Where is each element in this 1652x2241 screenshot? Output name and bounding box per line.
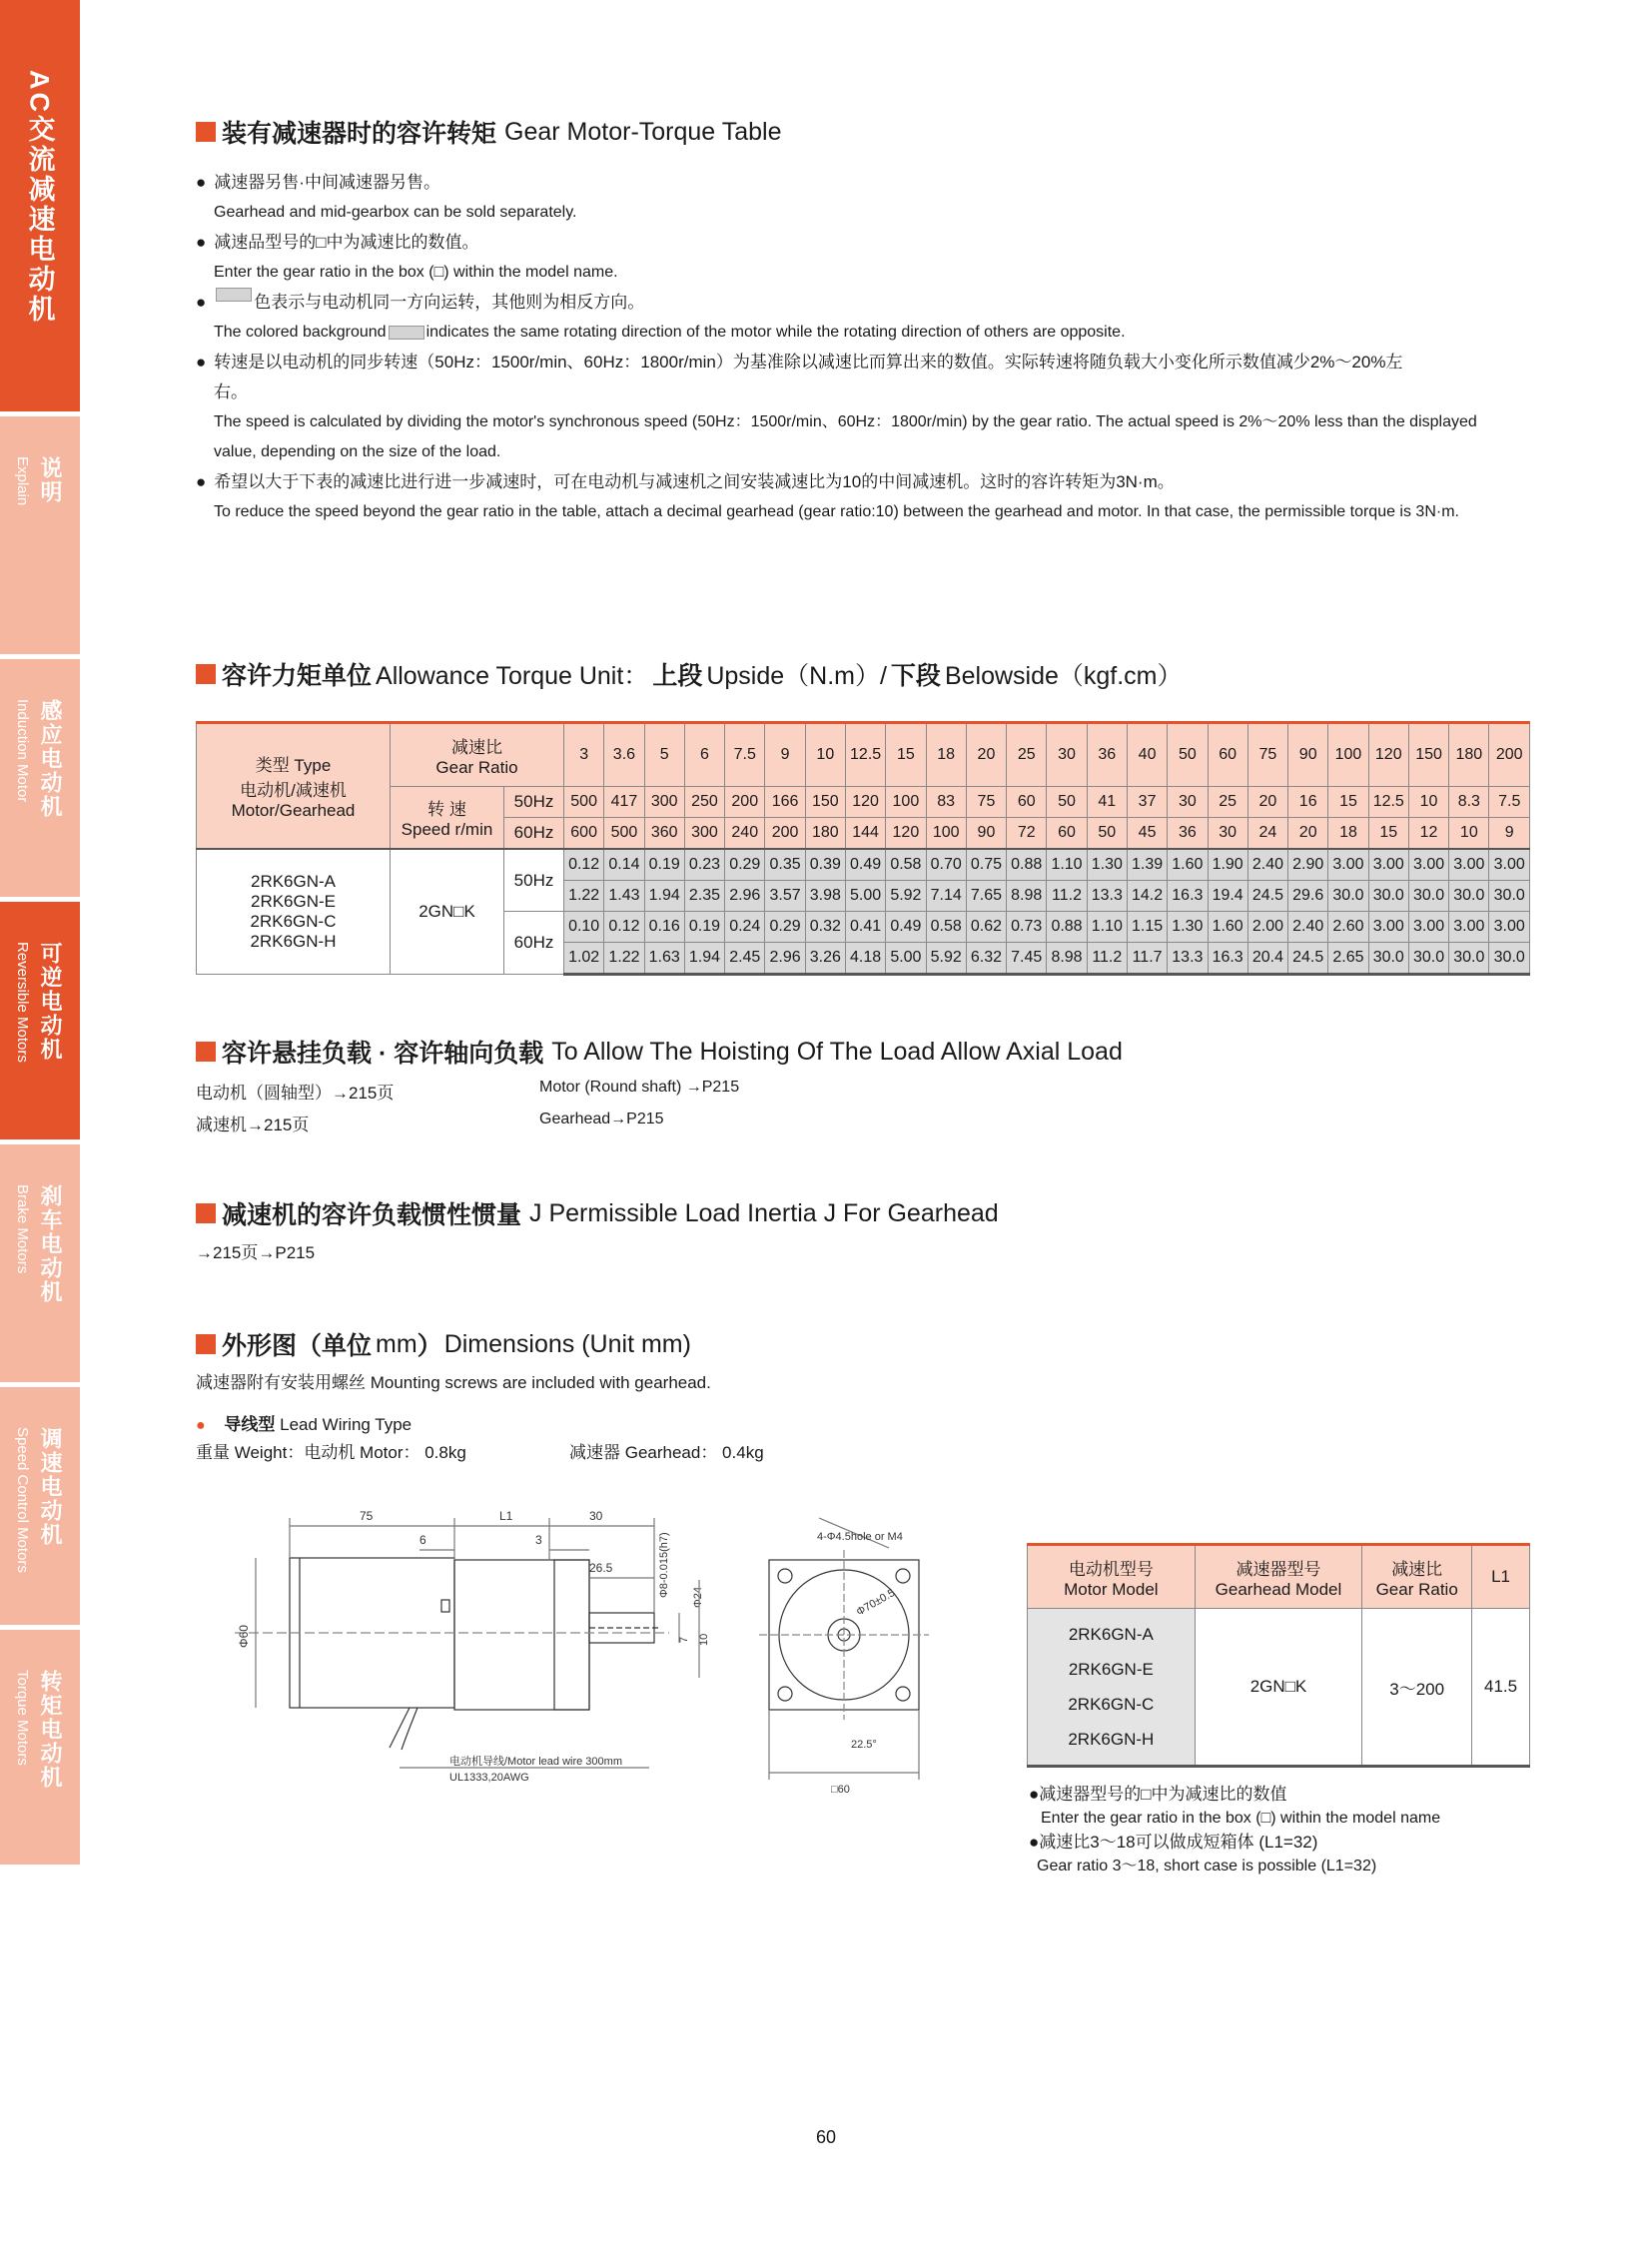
table-cell: 200	[765, 818, 805, 850]
dim-l1-value: 41.5	[1472, 1609, 1530, 1767]
table-cell: 5.00	[886, 943, 926, 975]
table-cell: 3.00	[1408, 849, 1448, 881]
table-cell: 30	[1047, 723, 1087, 787]
type-header: 类型 Type 电动机/减速机 Motor/Gearhead	[197, 723, 391, 850]
table-cell: 0.75	[966, 849, 1006, 881]
table-cell: 600	[564, 818, 604, 850]
table-cell: 0.88	[1007, 849, 1047, 881]
table-cell: 10	[805, 723, 845, 787]
table-cell: 100	[926, 818, 966, 850]
table-cell: 0.32	[805, 912, 845, 943]
section-heading-load-inertia: 减速机的容许负载惯性惯量 J Permissible Load Inertia J For Gearhead	[196, 1195, 999, 1231]
table-cell: 1.60	[1168, 849, 1208, 881]
table-cell: 2.45	[725, 943, 765, 975]
ul-label: UL1333,20AWG	[449, 1772, 529, 1784]
table-cell: 2.96	[765, 943, 805, 975]
table-cell: 200	[725, 787, 765, 818]
table-cell: 1.30	[1087, 849, 1127, 881]
table-cell: 1.10	[1047, 849, 1087, 881]
table-cell: 0.49	[845, 849, 885, 881]
table-cell: 3.00	[1328, 849, 1368, 881]
table-cell: 166	[765, 787, 805, 818]
dim-model-list: 2RK6GN-A 2RK6GN-E 2RK6GN-C 2RK6GN-H	[1028, 1609, 1196, 1767]
table-cell: 3.00	[1489, 849, 1530, 881]
table-cell: 3.00	[1489, 912, 1530, 943]
color-swatch	[216, 288, 252, 302]
heading-marker	[196, 122, 216, 142]
table-cell: 300	[684, 818, 724, 850]
table-cell: 2.90	[1288, 849, 1328, 881]
table-cell: 16	[1288, 787, 1328, 818]
freq-60hz: 60Hz	[504, 912, 564, 975]
table-cell: 3	[564, 723, 604, 787]
table-cell: 24.5	[1288, 943, 1328, 975]
note-item: ● 色表示与电动机同一方向运转，其他则为相反方向。	[196, 288, 1534, 318]
table-cell: 0.58	[926, 912, 966, 943]
dim-gearhead: 2GN□K	[1195, 1609, 1362, 1767]
table-cell: 37	[1127, 787, 1167, 818]
table-cell: 30.0	[1489, 881, 1530, 912]
table-cell: 41	[1087, 787, 1127, 818]
table-cell: 3.98	[805, 881, 845, 912]
table-cell: 90	[966, 818, 1006, 850]
table-cell: 3.00	[1368, 849, 1408, 881]
model-list: 2RK6GN-A 2RK6GN-E 2RK6GN-C 2RK6GN-H	[197, 849, 391, 975]
dim-3: 3	[535, 1533, 542, 1547]
table-cell: 18	[1328, 818, 1368, 850]
table-cell: 2.65	[1328, 943, 1368, 975]
table-cell: 15	[1368, 818, 1408, 850]
table-cell: 2.00	[1247, 912, 1287, 943]
table-cell: 3.26	[805, 943, 845, 975]
heading-marker	[196, 664, 216, 684]
table-cell: 24	[1247, 818, 1287, 850]
table-cell: 40	[1127, 723, 1167, 787]
dim-sq60: □60	[831, 1784, 850, 1796]
table-cell: 5.92	[926, 943, 966, 975]
table-cell: 180	[1449, 723, 1489, 787]
dim-ratio: 3～200	[1362, 1609, 1472, 1767]
table-cell: 60	[1047, 818, 1087, 850]
table-cell: 250	[684, 787, 724, 818]
table-cell: 0.24	[725, 912, 765, 943]
table-cell: 11.7	[1127, 943, 1167, 975]
mount-hole-icon	[896, 1687, 910, 1701]
table-cell: 29.6	[1288, 881, 1328, 912]
table-cell: 19.4	[1208, 881, 1247, 912]
table-cell: 2.96	[725, 881, 765, 912]
table-cell: 30	[1168, 787, 1208, 818]
note-item: ● 希望以大于下表的减速比进行进一步减速时，可在电动机与减速机之间安装减速比为10的中间减速机。这时的容许转矩为3N·m。	[196, 472, 1175, 491]
table-cell: 72	[1007, 818, 1047, 850]
sidebar-tab-explain[interactable]: 说明 Explain	[0, 416, 80, 654]
freq-50hz: 50Hz	[504, 787, 564, 818]
page-number: 60	[816, 2127, 837, 2147]
table-cell: 0.12	[564, 849, 604, 881]
table-cell: 83	[926, 787, 966, 818]
dim-notes: ●减速器型号的□中为减速比的数值 Enter the gear ratio in the box (□) within the model name ●减速比3～18可以做成短箱体 (L1=32) Gear ratio 3～18, short case is possible (L1=32)	[1029, 1785, 1441, 1874]
sidebar	[0, 0, 80, 1865]
table-cell: 12.5	[845, 723, 885, 787]
dim-phi70: Φ70±0.5	[854, 1587, 898, 1619]
table-cell: 36	[1087, 723, 1127, 787]
table-cell: 16.3	[1168, 881, 1208, 912]
table-cell: 1.02	[564, 943, 604, 975]
gearhead-flange	[554, 1560, 589, 1710]
connector	[441, 1600, 449, 1612]
table-cell: 75	[966, 787, 1006, 818]
table-cell: 7.5	[725, 723, 765, 787]
table-cell: 20	[966, 723, 1006, 787]
table-cell: 30	[1208, 818, 1247, 850]
table-cell: 3.00	[1449, 849, 1489, 881]
table-cell: 3.00	[1408, 912, 1448, 943]
table-cell: 0.62	[966, 912, 1006, 943]
table-cell: 120	[1368, 723, 1408, 787]
table-cell: 1.94	[644, 881, 684, 912]
table-cell: 0.29	[725, 849, 765, 881]
table-cell: 1.22	[604, 943, 644, 975]
table-cell: 1.63	[644, 943, 684, 975]
dimension-table	[1027, 1543, 1530, 1768]
table-cell: 0.10	[564, 912, 604, 943]
note-item: ● 减速品型号的□中为减速比的数值。	[196, 233, 479, 252]
table-cell: 7.65	[966, 881, 1006, 912]
table-cell: 0.29	[765, 912, 805, 943]
table-cell: 2.60	[1328, 912, 1368, 943]
table-cell: 45	[1127, 818, 1167, 850]
table-cell: 20	[1288, 818, 1328, 850]
table-cell: 25	[1208, 787, 1247, 818]
table-cell: 0.16	[644, 912, 684, 943]
table-cell: 0.19	[684, 912, 724, 943]
table-cell: 500	[604, 818, 644, 850]
table-cell: 500	[564, 787, 604, 818]
sidebar-tab-ac-motors[interactable]: AC交流减速电动机	[0, 0, 80, 411]
table-cell: 1.39	[1127, 849, 1167, 881]
header-gear-ratio: 减速比 Gear Ratio	[1362, 1545, 1472, 1609]
table-cell: 8.98	[1047, 943, 1087, 975]
table-cell: 1.10	[1087, 912, 1127, 943]
table-cell: 60	[1208, 723, 1247, 787]
table-cell: 4.18	[845, 943, 885, 975]
dim-10: 10	[698, 1633, 710, 1646]
section-heading-hoisting-load: 容许悬挂负载 · 容许轴向负载 To Allow The Hoisting Of The Load Allow Axial Load	[196, 1034, 1123, 1070]
table-cell: 0.88	[1047, 912, 1087, 943]
table-cell: 120	[886, 818, 926, 850]
table-cell: 0.58	[886, 849, 926, 881]
table-cell: 9	[765, 723, 805, 787]
mount-hole-icon	[778, 1687, 792, 1701]
header-gearhead-model: 减速器型号 Gearhead Model	[1195, 1545, 1362, 1609]
table-cell: 30.0	[1489, 943, 1530, 975]
dim-22-5: 22.5°	[851, 1739, 877, 1751]
speed-header: 转 速 Speed r/min	[391, 787, 504, 850]
freq-50hz: 50Hz	[504, 849, 564, 912]
table-cell: 120	[845, 787, 885, 818]
table-cell: 3.00	[1449, 912, 1489, 943]
table-cell: 360	[644, 818, 684, 850]
table-cell: 90	[1288, 723, 1328, 787]
heading-marker	[196, 1334, 216, 1354]
sidebar-tab-torque-motors[interactable]: 转矩电动机 Torque Motors	[0, 1630, 80, 1865]
table-cell: 1.22	[564, 881, 604, 912]
table-cell: 1.30	[1168, 912, 1208, 943]
heading-marker	[196, 1042, 216, 1062]
color-swatch	[389, 326, 424, 340]
table-cell: 0.12	[604, 912, 644, 943]
dim-l1: L1	[499, 1509, 513, 1523]
mount-hole-icon	[778, 1569, 792, 1583]
table-cell: 0.41	[845, 912, 885, 943]
heading-marker	[196, 1203, 216, 1223]
mount-hole-icon	[896, 1569, 910, 1583]
table-cell: 12	[1408, 818, 1448, 850]
table-cell: 50	[1047, 787, 1087, 818]
table-cell: 417	[604, 787, 644, 818]
table-cell: 5	[644, 723, 684, 787]
table-cell: 14.2	[1127, 881, 1167, 912]
lead-wire	[390, 1708, 417, 1750]
table-cell: 5.92	[886, 881, 926, 912]
table-cell: 180	[805, 818, 845, 850]
table-cell: 36	[1168, 818, 1208, 850]
sidebar-tab-reversible-motors[interactable]: 可逆电动机 Reversible Motors	[0, 902, 80, 1139]
table-cell: 20	[1247, 787, 1287, 818]
header-l1: L1	[1472, 1545, 1530, 1609]
table-cell: 50	[1087, 818, 1127, 850]
table-cell: 10	[1449, 818, 1489, 850]
table-cell: 0.14	[604, 849, 644, 881]
table-cell: 15	[1328, 787, 1368, 818]
table-cell: 150	[1408, 723, 1448, 787]
dimension-drawing	[220, 1488, 979, 1828]
table-cell: 30.0	[1328, 881, 1368, 912]
table-cell: 144	[845, 818, 885, 850]
table-cell: 15	[886, 723, 926, 787]
section-heading-torque-table: 装有减速器时的容许转矩 Gear Motor-Torque Table	[196, 114, 781, 150]
table-cell: 7.5	[1489, 787, 1530, 818]
table-cell: 200	[1489, 723, 1530, 787]
table-cell: 10	[1408, 787, 1448, 818]
header-motor-model: 电动机型号 Motor Model	[1028, 1545, 1196, 1609]
dim-phi8: Φ8-0.015(h7)	[658, 1532, 670, 1598]
table-cell: 2.40	[1288, 912, 1328, 943]
dim-7: 7	[678, 1636, 690, 1643]
table-cell: 13.3	[1087, 881, 1127, 912]
gear-ratio-header: 减速比 Gear Ratio	[391, 723, 564, 787]
dim-phi60: Φ60	[237, 1625, 251, 1648]
table-cell: 6	[684, 723, 724, 787]
table-cell: 11.2	[1087, 943, 1127, 975]
dim-phi24: Φ24	[692, 1586, 704, 1608]
table-cell: 7.45	[1007, 943, 1047, 975]
table-cell: 60	[1007, 787, 1047, 818]
table-cell: 8.98	[1007, 881, 1047, 912]
table-cell: 30.0	[1408, 943, 1448, 975]
sidebar-tab-induction-motor[interactable]: 感应电动机 Induction Motor	[0, 659, 80, 897]
table-cell: 13.3	[1168, 943, 1208, 975]
table-cell: 3.6	[604, 723, 644, 787]
table-cell: 5.00	[845, 881, 885, 912]
note-item: ● 减速器另售·中间减速器另售。	[196, 173, 440, 192]
table-cell: 30.0	[1408, 881, 1448, 912]
section-heading-allowance-torque: 容许力矩单位 Allowance Torque Unit： 上段 Upside（N.m）/ 下段 Belowside（kgf.cm）	[196, 656, 1183, 692]
table-cell: 240	[725, 818, 765, 850]
table-cell: 50	[1168, 723, 1208, 787]
table-cell: 20.4	[1247, 943, 1287, 975]
freq-60hz: 60Hz	[504, 818, 564, 850]
table-cell: 1.60	[1208, 912, 1247, 943]
table-cell: 18	[926, 723, 966, 787]
table-cell: 30.0	[1368, 943, 1408, 975]
table-cell: 7.14	[926, 881, 966, 912]
table-cell: 1.90	[1208, 849, 1247, 881]
table-cell: 8.3	[1449, 787, 1489, 818]
gearhead-model: 2GN□K	[391, 849, 504, 975]
dim-6: 6	[419, 1533, 426, 1547]
table-cell: 12.5	[1368, 787, 1408, 818]
table-cell: 0.39	[805, 849, 845, 881]
table-cell: 0.35	[765, 849, 805, 881]
table-cell: 3.00	[1368, 912, 1408, 943]
table-cell: 0.70	[926, 849, 966, 881]
table-cell: 6.32	[966, 943, 1006, 975]
table-cell: 2.40	[1247, 849, 1287, 881]
gearhead-body	[454, 1560, 589, 1710]
table-cell: 150	[805, 787, 845, 818]
table-cell: 11.2	[1047, 881, 1087, 912]
table-cell: 3.57	[765, 881, 805, 912]
lead-wiring-label: ● 导线型 Lead Wiring Type	[196, 1415, 413, 1434]
sidebar-tab-speed-control-motors[interactable]: 调速电动机 Speed Control Motors	[0, 1387, 80, 1625]
table-cell: 25	[1007, 723, 1047, 787]
lead-wire-label: 电动机导线/Motor lead wire 300mm	[449, 1756, 622, 1768]
table-cell: 30.0	[1449, 943, 1489, 975]
table-cell: 24.5	[1247, 881, 1287, 912]
section-heading-dimensions: 外形图（单位 mm ） Dimensions (Unit mm)	[196, 1326, 691, 1362]
table-cell: 0.23	[684, 849, 724, 881]
table-cell: 100	[1328, 723, 1368, 787]
note-item: ● 转速是以电动机的同步转速（50Hz：1500r/min、60Hz：1800r/min）为基准除以减速比而算出来的数值。实际转速将随负载大小变化所示数值减少2%～20%左	[196, 353, 1403, 372]
table-cell: 1.43	[604, 881, 644, 912]
table-cell: 1.94	[684, 943, 724, 975]
table-cell: 1.15	[1127, 912, 1167, 943]
table-cell: 100	[886, 787, 926, 818]
table-cell: 30.0	[1449, 881, 1489, 912]
table-cell: 0.73	[1007, 912, 1047, 943]
table-cell: 75	[1247, 723, 1287, 787]
notes-list: ● 减速器另售·中间减速器另售。 Gearhead and mid-gearbox can be sold separately. ● 减速品型号的□中为减速比的数值。 Enter the gear ratio in the box (□) within the model name. ● 色表示与电动机同一方向运转，其他则为相反方向。 The colored background indicates the same rotating direction of the motor while the rotating direction of others are opposite. ● 转速是以电动机的同步转速（50Hz：1500r/min、60Hz：1800r/min）为基准除以减速比而算出来的数值。实际转速将随负载大小变化所示数值减少2%～20%左 右。 The speed is calculated by dividing the motor's synchronous speed (50Hz：1500r/min、60Hz：1800r/min) by the gear ratio. The actual speed is 2%～20% less than the displayed value, depending on the size of the load. ● 希望以大于下表的减速比进行进一步减速时，可在电动机与减速机之间安装减速比为10的中间减速机。这时的容许转矩为3N·m。 To reduce the speed beyond the gear ratio in the table, attach a decimal gearhead (gear ratio:10) between the gearhead and motor. In that case, the permissible torque is 3N·m.	[196, 168, 1534, 527]
table-cell: 16.3	[1208, 943, 1247, 975]
table-cell: 9	[1489, 818, 1530, 850]
table-cell: 30.0	[1368, 881, 1408, 912]
dim-26-5: 26.5	[589, 1561, 613, 1575]
table-cell: 300	[644, 787, 684, 818]
dim-30: 30	[589, 1509, 603, 1523]
holes-label: 4-Φ4.5hole or M4	[817, 1531, 903, 1543]
table-cell: 0.19	[644, 849, 684, 881]
table-cell: 2.35	[684, 881, 724, 912]
dim-75: 75	[360, 1509, 374, 1523]
torque-table	[196, 721, 1530, 976]
table-cell: 0.49	[886, 912, 926, 943]
bullet-icon: ●	[196, 1417, 206, 1434]
sidebar-tab-brake-motors[interactable]: 刹车电动机 Brake Motors	[0, 1144, 80, 1382]
